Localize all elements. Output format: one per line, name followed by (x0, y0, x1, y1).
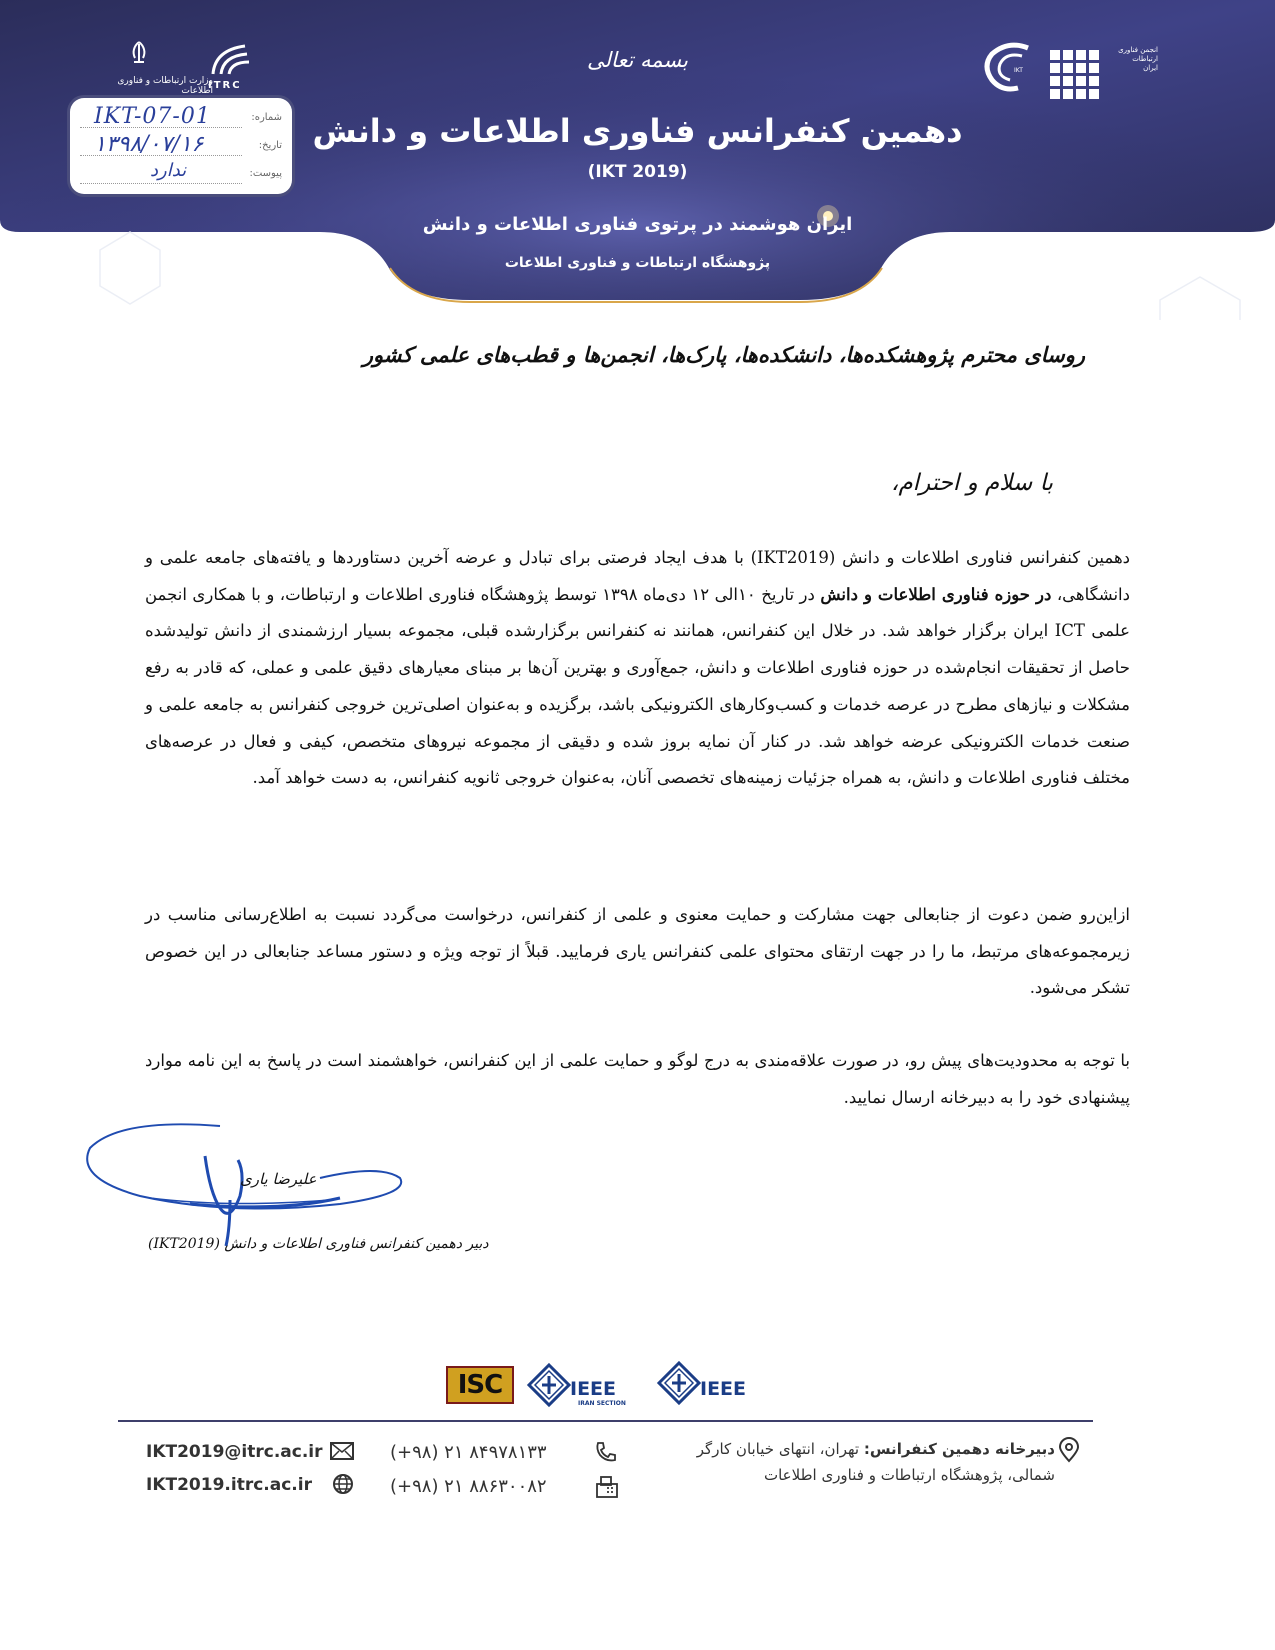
footer-phone[interactable]: (+۹۸) ۲۱ ۸۴۹۷۸۱۳۳ (390, 1442, 547, 1463)
association-caption: انجمن فناوری ارتباطات ایران (1118, 46, 1158, 72)
ieee-diamond-icon-2 (656, 1360, 702, 1406)
ieee-iran-label: IEEE (570, 1378, 617, 1400)
conference-code: (IKT 2019) (587, 162, 688, 182)
isc-label: ISC (457, 1370, 503, 1400)
paragraph-1-end: در تاریخ ۱۰الی ۱۲ دی‌ماه ۱۳۹۸ توسط پژوهشگاه فناوری اطلاعات و ارتباطات، و با همکاری انجمن علمی ICT ایران برگزار خواهد شد. در خلال این کنفرانس، همانند نه کنفرانس برگزارشده قبلی، مجموعه بسیار ارزشمندی از دانش تولیدشده حاصل از تحقیقات انجام‌شده در حوزه فناوری اطلاعات و دانش، جمع‌آوری و بهترین آن‌ها بر مبنای معیارهای دقیق علمی و عملی، که قادر به رفع مشکلات و نیازهای مطرح در عرصه خدمات و کسب‌وکارهای الکترونیکی باشد، برگزیده و به‌عنوان اصلی‌ترین خروجی کنفرانس به جامعه علمی و صنعت خدمات الکترونیکی عرضه خواهد شد. در کنار آن نمایه بروز شده و دقیقی از مجموعه نیروهای متخصص، کیفی و فعال در عرصه‌های مختلف فناوری اطلاعات و دانش، به همراه جزئیات زمینه‌های تخصصی آنان، به‌عنوان خروجی ثانویه کنفرانس، به دست خواهد آمد. (145, 584, 1130, 788)
stamp-date-label: تاریخ: (258, 140, 282, 151)
signer-name: علیرضا یاری (240, 1170, 317, 1188)
conference-slogan: ایران هوشمند در پرتوی فناوری اطلاعات و دانش (422, 214, 853, 235)
letter-greeting: با سلام و احترام، (891, 470, 1053, 496)
stamp-date-row (80, 132, 282, 160)
footer-divider (118, 1420, 1093, 1422)
paragraph-1-bold: در حوزه فناوری اطلاعات و دانش (820, 584, 1052, 604)
location-pin-icon (1058, 1437, 1080, 1463)
footer-website[interactable]: IKT2019.itrc.ac.ir (146, 1475, 312, 1495)
organizer-name: پژوهشگاه ارتباطات و فناوری اطلاعات (504, 255, 771, 271)
letter-stamp-box (70, 98, 292, 194)
paragraph-1-start: دهمین کنفرانس فناوری اطلاعات و دانش (IKT2019) با هدف ایجاد فرصتی برای تبادل و عرضه آخرین دستاوردها و یافته‌های جامعه علمی و دانشگاهی، (145, 548, 1130, 604)
stamp-attachment-label: پیوست: (249, 168, 282, 179)
letter-addressee: روسای محترم پژوهشکده‌ها، دانشکده‌ها، پارک‌ها، انجمن‌ها و قطب‌های علمی کشور (362, 342, 1085, 367)
email-icon (330, 1442, 354, 1460)
stamp-number-label: شماره: (251, 112, 282, 123)
letter-paragraph-2: ازاین‌رو ضمن دعوت از جنابعالی جهت مشارکت و حمایت معنوی و علمی از کنفرانس، درخواست می‌گردد نسبت به اطلاع‌رسانی مناسب در زیرمجموعه‌های مرتبط، ما را در جهت ارتقای محتوای علمی کنفرانس یاری فرمایید. قبلاً از توجه ویژه و دستور مساعد جنابعالی در این خصوص تشکر می‌شود. (145, 905, 1130, 998)
stamp-date-value: ۱۳۹۸/۰۷/۱۶ (94, 132, 204, 157)
isc-logo (446, 1366, 514, 1404)
ikt-swirl-icon (978, 38, 1040, 100)
footer-address-label: دبیرخانه دهمین کنفرانس: (863, 1440, 1055, 1458)
ministry-caption: وزارت ارتباطات و فناوری اطلاعات (117, 76, 213, 96)
footer-address-line-2: شمالی، پژوهشگاه ارتباطات و فناوری اطلاعات (763, 1466, 1055, 1484)
phone-icon (594, 1440, 618, 1464)
fax-icon (594, 1474, 620, 1500)
conference-title: دهمین کنفرانس فناوری اطلاعات و دانش (312, 112, 963, 150)
stamp-number-row (80, 104, 282, 132)
svg-text:IKT: IKT (1014, 67, 1023, 74)
footer-fax: (+۹۸) ۲۱ ۸۸۶۳۰۰۸۲ (390, 1476, 547, 1497)
footer-email[interactable]: IKT2019@itrc.ac.ir (146, 1442, 323, 1462)
ieee-iran-section-label: IRAN SECTION (578, 1400, 626, 1407)
footer-address-line-1 (650, 1440, 1055, 1458)
stamp-attachment-row (80, 160, 282, 188)
globe-icon (332, 1473, 354, 1495)
letter-paragraph-1 (145, 540, 1130, 797)
stamp-number-value: IKT-07-01 (94, 104, 211, 129)
stamp-attachment-value: ندارد (150, 160, 187, 181)
letter-paragraph-3: با توجه به محدودیت‌های پیش رو، در صورت علاقه‌مندی به درج لوگو و حمایت علمی از این کنفرانس، خواهشمند است در پاسخ به این نامه موارد پیشنهادی خود را به دبیرخانه ارسال نمایید. (145, 1051, 1130, 1107)
basmala: بسمه تعالی (587, 48, 688, 72)
ieee-label: IEEE (700, 1378, 747, 1400)
iran-emblem-icon (126, 40, 152, 66)
itrc-label: ITRC (208, 80, 242, 91)
signer-title: دبیر دهمین کنفرانس فناوری اطلاعات و دانش (IKT2019) (148, 1236, 489, 1252)
ieee-diamond-icon (526, 1362, 572, 1408)
footer-address-text-1: تهران، انتهای خیابان کارگر (696, 1440, 860, 1458)
